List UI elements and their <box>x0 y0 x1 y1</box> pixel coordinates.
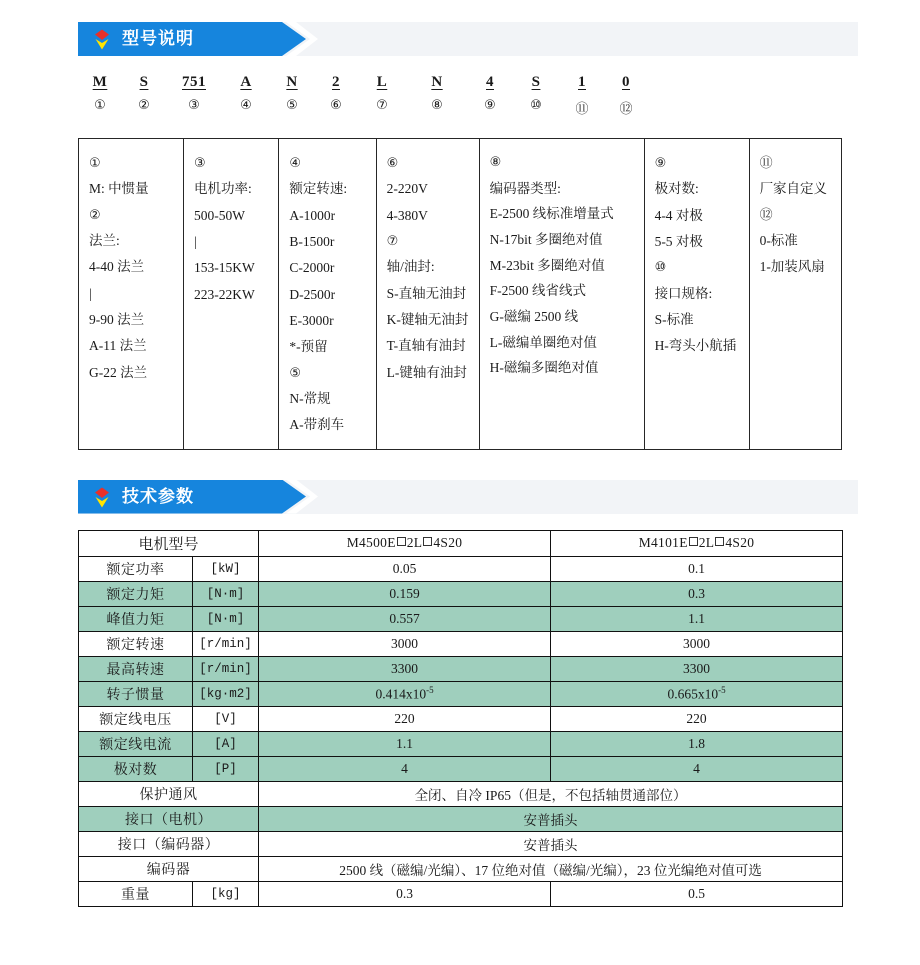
row-value-merged: 安普插头 <box>259 831 843 856</box>
legend-line: | <box>194 233 197 249</box>
section-banner-tech-params <box>78 480 858 514</box>
model-code-strip <box>78 74 842 126</box>
table-row <box>79 806 843 831</box>
model-code-letter: 1 <box>578 74 586 90</box>
row-value: 1.8 <box>551 731 843 756</box>
row-unit: [kW] <box>193 556 259 581</box>
legend-line: | <box>89 285 92 301</box>
row-value: 4 <box>259 756 551 781</box>
legend-line: B-1500r <box>289 233 335 249</box>
row-label: 峰值力矩 <box>79 606 193 631</box>
table-row <box>79 681 843 706</box>
row-value-merged: 2500 线（磁编/光编）、17 位绝对值（磁编/光编），23 位光编绝对值可选 <box>259 856 843 881</box>
table-header-model: M4500E 2L 4S20 <box>259 530 551 556</box>
legend-line: D-2500r <box>289 286 336 302</box>
row-value-merged: 全闭、自冷 IP65（但是，不包括轴贯通部位） <box>259 781 843 806</box>
legend-column-col-6 <box>376 139 479 449</box>
legend-line: 厂家自定义 <box>759 181 828 197</box>
model-code-letter: S <box>531 74 541 90</box>
model-code-letter: 2 <box>332 74 340 90</box>
row-unit: [kg] <box>193 881 259 906</box>
legend-line: ② <box>89 207 101 223</box>
legend-line: N-常规 <box>289 390 331 406</box>
row-value: $0.665x10^{-5}$ <box>551 681 843 706</box>
legend-line: 接口规格: <box>654 285 713 301</box>
row-unit: [V] <box>193 706 259 731</box>
legend-line: A-带刹车 <box>289 417 345 433</box>
row-label: 最高转速 <box>79 656 193 681</box>
row-unit: [r/min] <box>193 656 259 681</box>
legend-line: ⑪ <box>759 156 773 171</box>
tech-params-table-wrapper <box>78 530 842 907</box>
legend-line: S-直轴无油封 <box>386 285 467 301</box>
row-label: 额定线电压 <box>79 706 193 731</box>
checkbox-placeholder-icon <box>423 537 432 546</box>
legend-column-col-11 <box>749 139 842 449</box>
legend-line: ④ <box>289 156 301 171</box>
model-spec-legend-table <box>78 138 842 450</box>
model-code-index: ⑥ <box>330 98 342 113</box>
table-row <box>79 706 843 731</box>
legend-line: 编码器类型: <box>489 180 561 196</box>
legend-line: 电机功率: <box>194 181 252 197</box>
model-code-index: ⑪ <box>575 102 589 117</box>
legend-line: ⑧ <box>489 155 502 170</box>
table-row <box>79 781 843 806</box>
row-label: 接口（电机） <box>79 806 259 831</box>
row-label: 编码器 <box>79 856 259 881</box>
model-code-index: ③ <box>188 98 200 113</box>
checkbox-placeholder-icon <box>715 537 724 546</box>
row-value: 1.1 <box>259 731 551 756</box>
model-code-indices <box>78 91 842 117</box>
table-header-label: 电机型号 <box>79 530 259 556</box>
model-code-index: ⑩ <box>530 98 542 113</box>
row-value: 1.1 <box>551 606 843 631</box>
tech-params-table <box>78 530 843 907</box>
model-code-letter: 0 <box>622 74 630 90</box>
model-code-letter: 751 <box>182 74 206 90</box>
legend-line: 1-加装风扇 <box>759 259 825 275</box>
table-header-model: M4101E 2L 4S20 <box>551 530 843 556</box>
legend-line: H-磁编多圈绝对值 <box>489 360 599 376</box>
legend-line: 223-22KW <box>194 286 255 302</box>
row-value: 4 <box>551 756 843 781</box>
legend-line: C-2000r <box>289 260 335 276</box>
legend-line: 4-40 法兰 <box>89 259 145 275</box>
legend-line: 5-5 对极 <box>654 233 703 249</box>
table-row <box>79 856 843 881</box>
section-title: 型号说明 <box>122 29 194 49</box>
table-row <box>79 606 843 631</box>
row-value: 0.05 <box>259 556 551 581</box>
legend-line: A-11 法兰 <box>89 338 147 354</box>
model-code-index: ⑨ <box>484 98 496 113</box>
section-banner-model-spec <box>78 22 858 56</box>
legend-line: E-3000r <box>289 312 334 328</box>
legend-line: 9-90 法兰 <box>89 311 145 327</box>
row-value: 0.159 <box>259 581 551 606</box>
legend-line: 额定转速: <box>289 181 348 197</box>
row-label: 额定线电流 <box>79 731 193 756</box>
model-code-index: ⑤ <box>286 98 298 113</box>
table-row <box>79 556 843 581</box>
row-value: 0.3 <box>259 881 551 906</box>
legend-line: ③ <box>194 156 206 171</box>
row-value: 220 <box>551 706 843 731</box>
legend-line: 153-15KW <box>194 260 255 276</box>
legend-line: F-2500 线省线式 <box>489 283 587 299</box>
row-value-merged: 安普插头 <box>259 806 843 831</box>
legend-line: 轴/油封: <box>386 259 435 275</box>
legend-line: ⑨ <box>654 156 667 171</box>
row-value: 220 <box>259 706 551 731</box>
table-row <box>79 731 843 756</box>
model-code-letter: N <box>286 74 298 90</box>
legend-column-col-4 <box>278 139 375 449</box>
table-row <box>79 656 843 681</box>
table-row <box>79 881 843 906</box>
row-unit: [kg·m2] <box>193 681 259 706</box>
model-code-index: ⑦ <box>376 98 388 113</box>
diamond-icon <box>92 487 112 508</box>
row-value: 3000 <box>551 631 843 656</box>
legend-line: S-标准 <box>654 311 694 327</box>
row-label: 额定转速 <box>79 631 193 656</box>
row-value: 0.1 <box>551 556 843 581</box>
row-value: 3000 <box>259 631 551 656</box>
legend-line: H-弯头小航插 <box>654 338 737 354</box>
legend-line: A-1000r <box>289 207 336 223</box>
legend-line: M-23bit 多圈绝对值 <box>489 257 605 273</box>
legend-column-col-9 <box>644 139 749 449</box>
table-row <box>79 631 843 656</box>
legend-column-col-3 <box>183 139 278 449</box>
section-title: 技术参数 <box>122 486 194 507</box>
legend-line: 500-50W <box>194 207 245 223</box>
legend-line: 0-标准 <box>759 233 798 248</box>
row-label: 保护通风 <box>79 781 259 806</box>
row-value: 0.5 <box>551 881 843 906</box>
legend-line: E-2500 线标准增量式 <box>489 206 614 222</box>
table-row <box>79 581 843 606</box>
legend-line: ⑫ <box>759 207 773 223</box>
row-unit: [A] <box>193 731 259 756</box>
model-code-index: ① <box>94 98 106 113</box>
row-value: $0.414x10^{-5}$ <box>259 681 551 706</box>
legend-line: ① <box>89 156 101 171</box>
legend-line: 法兰: <box>89 233 120 248</box>
model-code-index: ⑫ <box>619 102 633 117</box>
row-label: 极对数 <box>79 756 193 781</box>
row-unit: [P] <box>193 756 259 781</box>
row-label: 额定功率 <box>79 556 193 581</box>
table-row <box>79 756 843 781</box>
legend-column-col-8 <box>479 139 644 449</box>
row-unit: [N·m] <box>193 606 259 631</box>
model-code-letter: N <box>431 74 443 90</box>
legend-line: ⑦ <box>386 233 399 249</box>
legend-line: 2-220V <box>386 181 428 197</box>
legend-line: N-17bit 多圈绝对值 <box>489 231 603 247</box>
legend-line: 极对数: <box>654 181 699 197</box>
legend-line: 4-380V <box>386 207 428 223</box>
row-value: 0.557 <box>259 606 551 631</box>
diamond-icon <box>92 29 112 50</box>
row-label: 额定力矩 <box>79 581 193 606</box>
legend-line: K-键轴无油封 <box>386 311 469 327</box>
legend-line: M: 中惯量 <box>89 181 149 197</box>
model-code-letter: M <box>92 74 108 90</box>
row-label: 重量 <box>79 881 193 906</box>
model-code-index: ② <box>138 98 150 113</box>
legend-line: L-磁编单圈绝对值 <box>489 334 597 350</box>
model-code-letter: L <box>376 74 388 90</box>
table-row <box>79 831 843 856</box>
checkbox-placeholder-icon <box>397 537 406 546</box>
model-code-letter: 4 <box>486 74 494 90</box>
legend-line: G-22 法兰 <box>89 364 148 380</box>
model-code-index: ④ <box>240 98 252 113</box>
row-unit: [r/min] <box>193 631 259 656</box>
legend-line: ⑤ <box>289 365 301 381</box>
legend-line: L-键轴有油封 <box>386 364 467 380</box>
legend-column-col-1 <box>78 139 183 449</box>
row-label: 转子惯量 <box>79 681 193 706</box>
legend-line: G-磁编 2500 线 <box>489 308 579 324</box>
legend-line: ⑩ <box>654 260 667 276</box>
legend-line: T-直轴有油封 <box>386 338 466 354</box>
row-value: 0.3 <box>551 581 843 606</box>
model-code-letter: S <box>139 74 149 90</box>
model-code-letters <box>78 74 842 91</box>
legend-line: *-预留 <box>289 339 328 355</box>
model-code-index: ⑧ <box>431 98 443 113</box>
row-unit: [N·m] <box>193 581 259 606</box>
table-header-row <box>79 530 843 556</box>
row-label: 接口（编码器） <box>79 831 259 856</box>
legend-line: ⑥ <box>386 156 399 171</box>
row-value: 3300 <box>259 656 551 681</box>
row-value: 3300 <box>551 656 843 681</box>
checkbox-placeholder-icon <box>689 537 698 546</box>
legend-line: 4-4 对极 <box>654 207 703 223</box>
model-code-letter: A <box>240 74 252 90</box>
